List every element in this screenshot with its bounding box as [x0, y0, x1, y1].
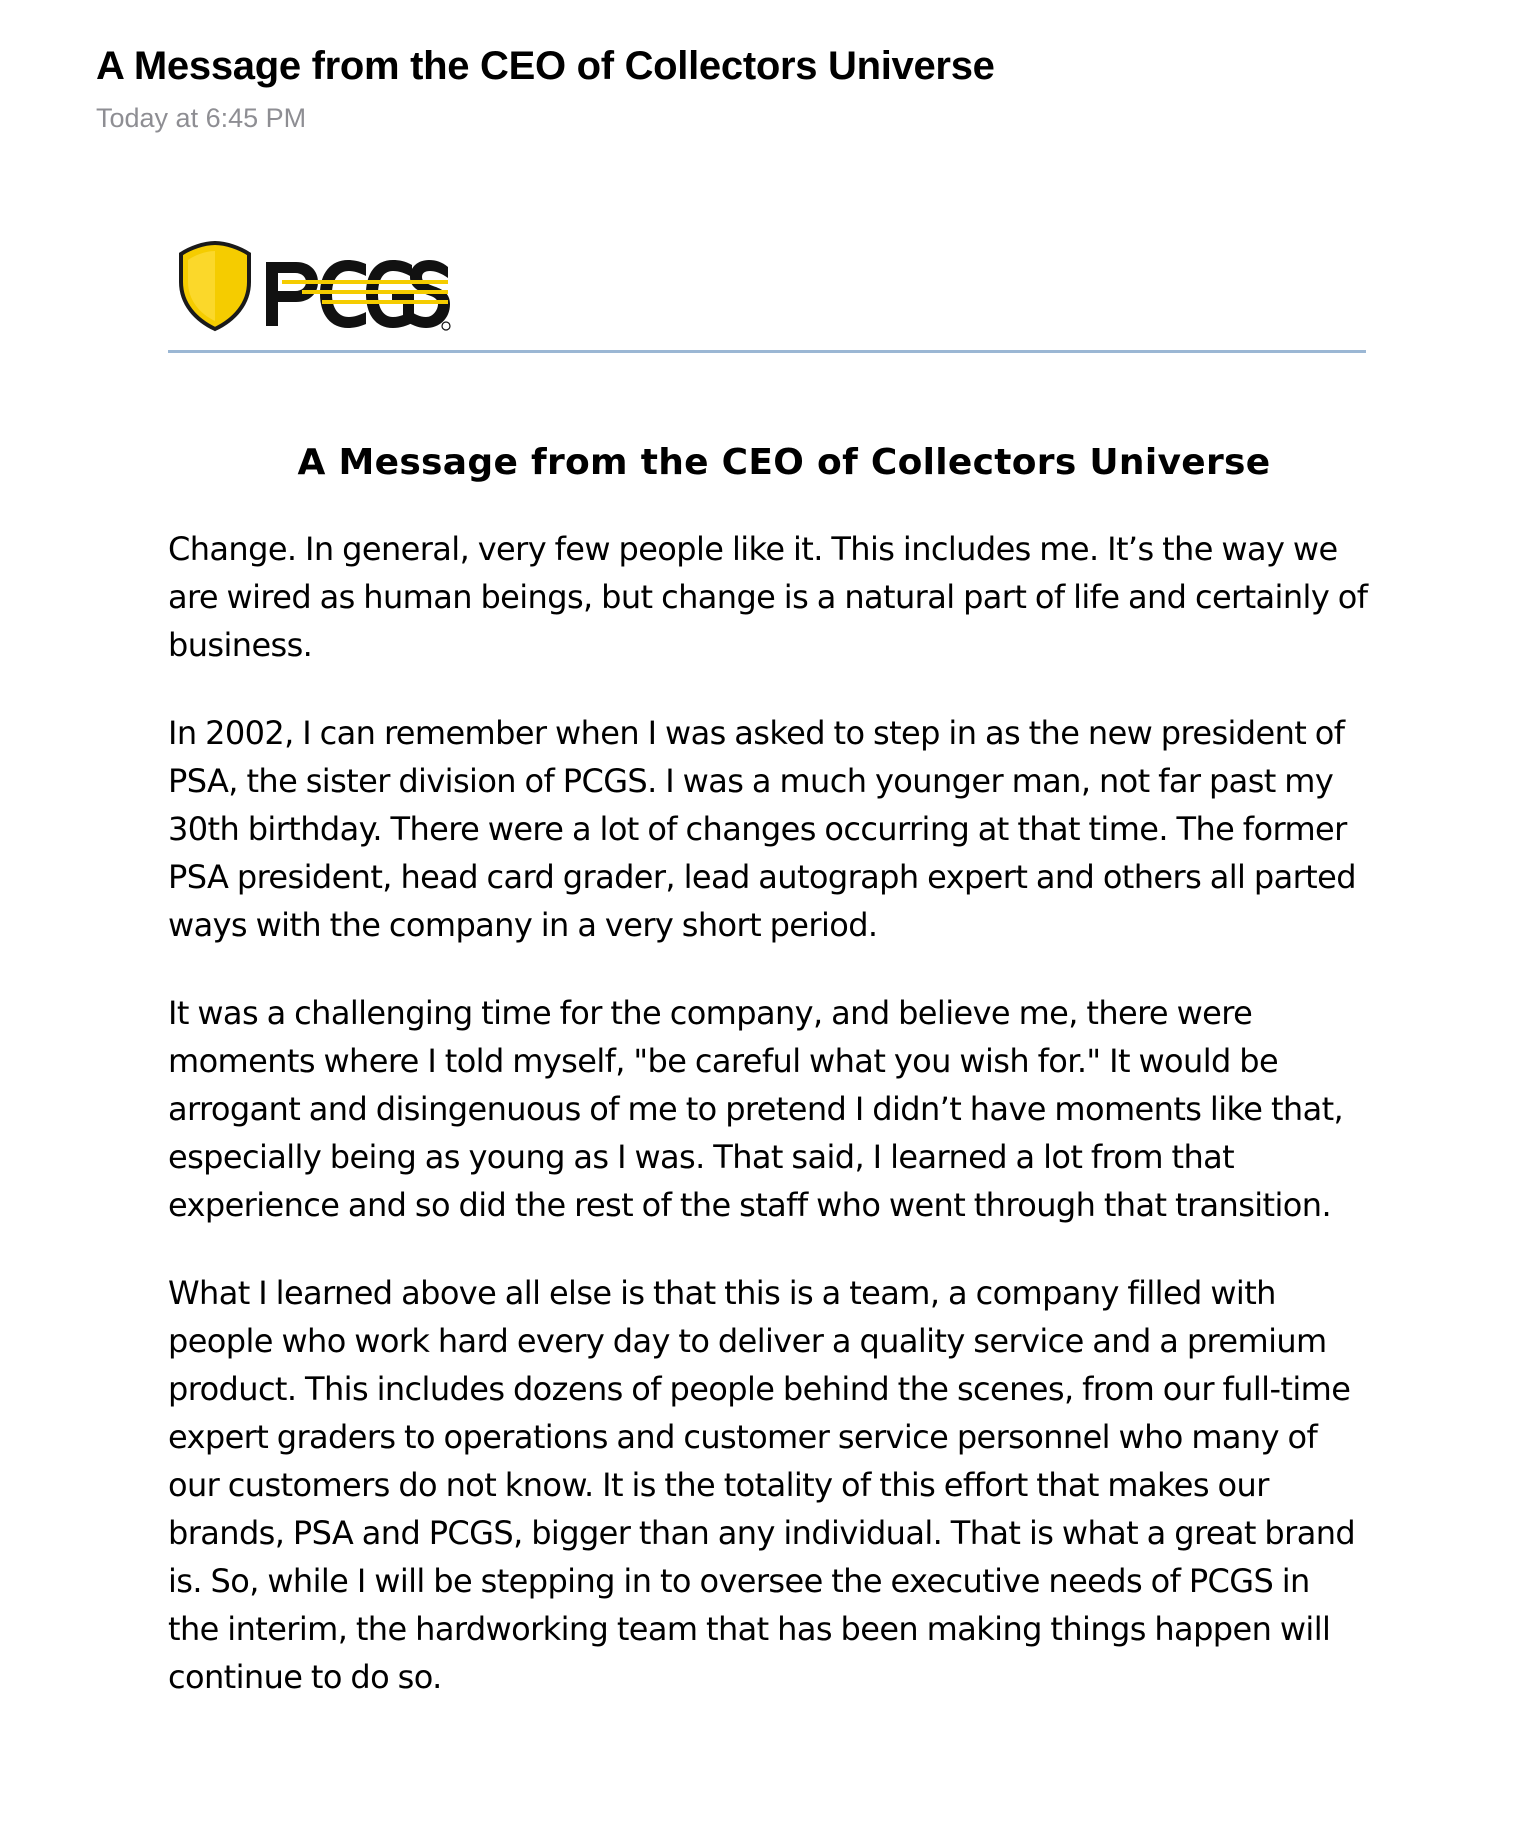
- pcgs-wordmark: [262, 240, 452, 332]
- email-body: [168, 240, 1368, 1701]
- letter-paragraph: What I learned above all else is that this is a team, a company filled with people who work hard every day to deliver a quality service and a premium product. This includes dozens of people behind the scenes, from our full-time expert graders to operations and customer service personnel who many of our customers do not know. It is the totality of this effort that makes our brands, PSA and PCGS, bigger than any individual. That is what a great brand is. So, while I will be stepping in to oversee the executive needs of PCGS in the interim, the hardworking team that has been making things happen will continue to do so.: [168, 1274, 1356, 1696]
- letter-paragraph: In 2002, I can remember when I was asked to step in as the new president of PSA, the sister division of PCGS. I was a much younger man, not far past my 30th birthday. There were a lot of changes occurring at that time. The former PSA president, head card grader, lead autograph expert and others all parted ways with the company in a very short period.: [168, 714, 1356, 944]
- pcgs-logo[interactable]: [176, 240, 1368, 332]
- letter-title: A Message from the CEO of Collectors Universe: [297, 442, 1271, 483]
- letter-paragraph: Change. In general, very few people like it. This includes me. It’s the way we are wired as human beings, but change is a natural part of life and certainly of business.: [168, 530, 1368, 664]
- email-header: [96, 42, 1476, 134]
- header-divider: [168, 350, 1366, 353]
- shield-icon: [176, 240, 254, 332]
- email-date: Today at 6:45 PM: [96, 103, 307, 133]
- email-subject: A Message from the CEO of Collectors Universe: [96, 44, 995, 88]
- letter-paragraph: It was a challenging time for the company, and believe me, there were moments where I told myself, "be careful what you wish for." It would be arrogant and disingenuous of me to pretend I didn’t have moments like that, especially being as young as I was. That said, I learned a lot from that experience and so did the rest of the staff who went through that transition.: [168, 994, 1344, 1224]
